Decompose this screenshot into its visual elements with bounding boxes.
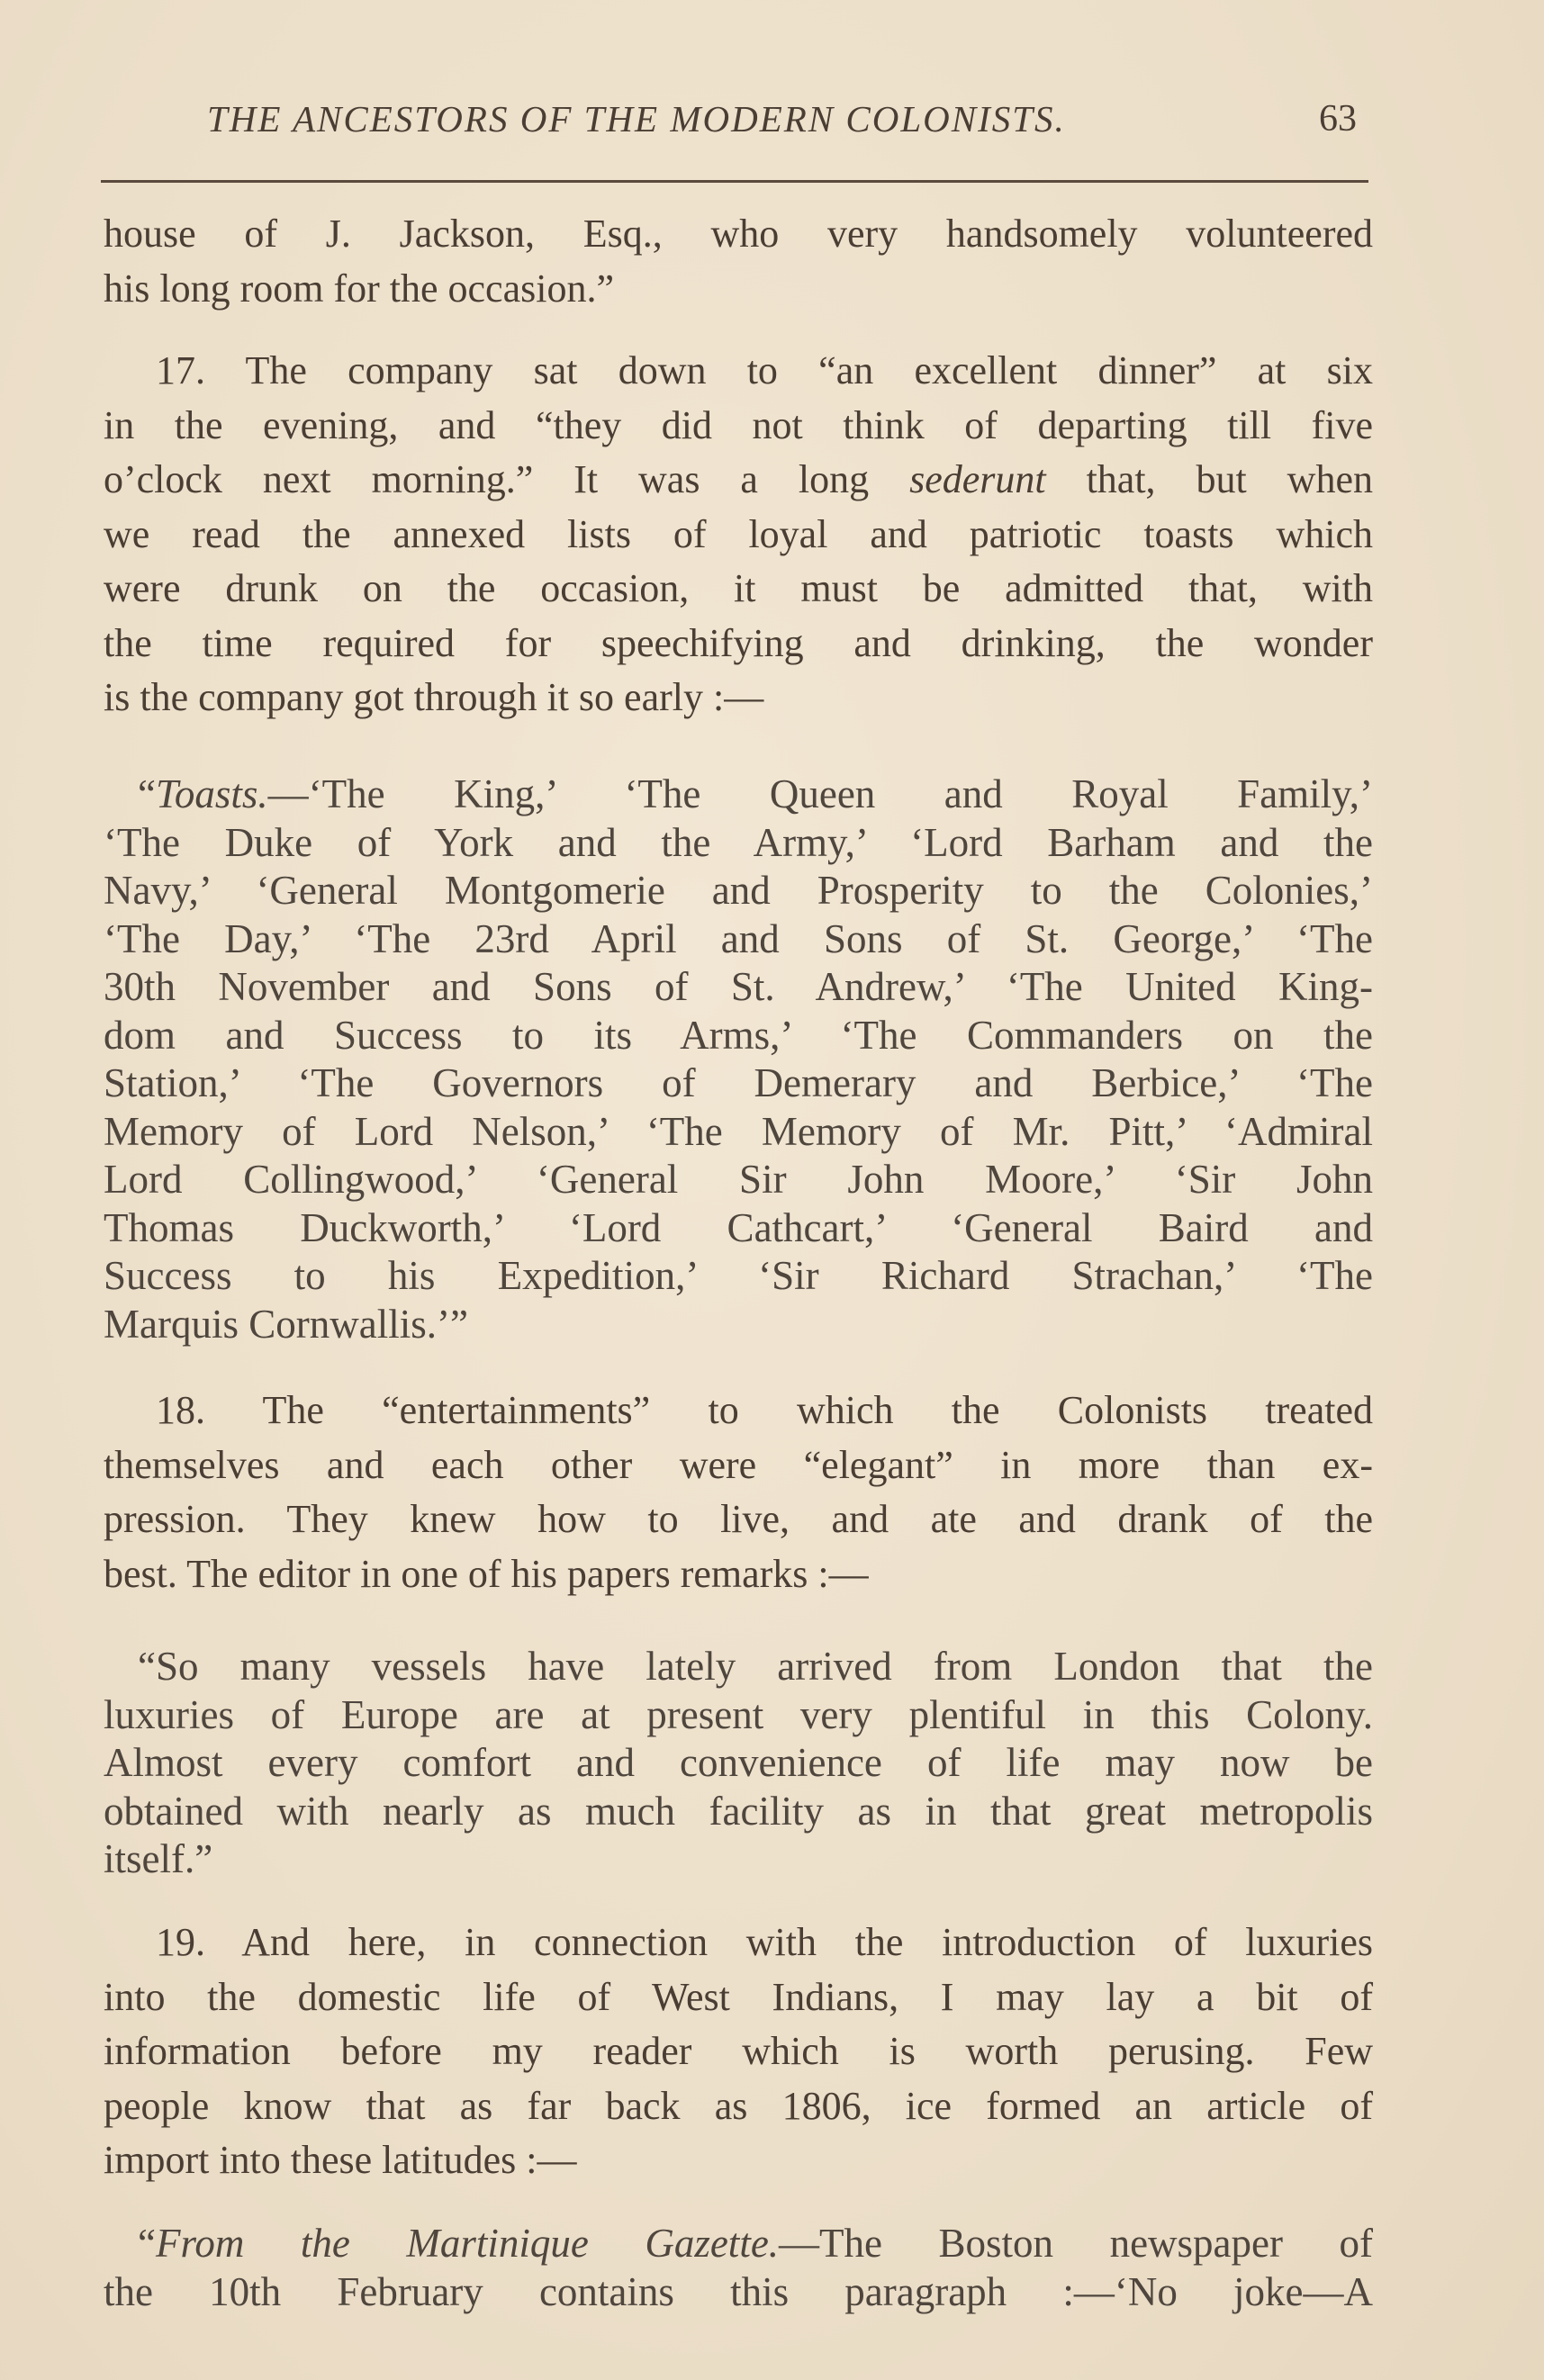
italic-term: From the Martinique Gazette.: [155, 2221, 780, 2266]
text-line: ‘The Day,’ ‘The 23rd April and Sons of St. George,’ ‘The: [104, 915, 1373, 961]
text-line: 18. The “entertainments” to which the Colonists treated: [156, 1388, 1373, 1432]
text-line: 17. The company sat down to “an excellent dinner” at six: [156, 348, 1373, 392]
text-line: house of J. Jackson, Esq., who very handsomely volunteered: [104, 212, 1373, 256]
text-line: the 10th February contains this paragraph :—‘No joke—A: [104, 2268, 1373, 2314]
page-number: 63: [1319, 98, 1357, 140]
text-line: itself.”: [104, 1836, 213, 1881]
text-line: dom and Success to its Arms,’ ‘The Commanders on the: [104, 1012, 1373, 1058]
text-line: Thomas Duckworth,’ ‘Lord Cathcart,’ ‘General Baird and: [104, 1204, 1373, 1250]
header-rule: [101, 180, 1368, 183]
text-line: Navy,’ ‘General Montgomerie and Prosperity to the Colonies,’: [104, 868, 1373, 913]
text-line: Memory of Lord Nelson,’ ‘The Memory of Mr. Pitt,’ ‘Admiral: [104, 1108, 1373, 1154]
text-run: —The Boston newspaper of: [779, 2221, 1373, 2266]
quote-luxuries: [104, 1643, 1373, 1884]
text-line: best. The editor in one of his papers remarks :—: [104, 1551, 869, 1596]
paragraph-17: [104, 344, 1373, 726]
text-line: in the evening, and “they did not think of departing till five: [104, 402, 1373, 447]
text-line: the time required for speechifying and drinking, the wonder: [104, 620, 1373, 665]
text-line: is the company got through it so early :—: [104, 675, 764, 719]
text-line: were drunk on the occasion, it must be admitted that, with: [104, 566, 1373, 610]
text-run: that, but when: [1045, 457, 1373, 501]
text-line: [104, 2220, 1373, 2268]
text-line: Station,’ ‘The Governors of Demerary and Berbice,’ ‘The: [104, 1060, 1373, 1105]
text-line: 19. And here, in connection with the introduction of luxuries: [156, 1920, 1373, 1964]
text-line: ‘The Duke of York and the Army,’ ‘Lord Barham and the: [104, 819, 1373, 865]
text-line: information before my reader which is worth perusing. Few: [104, 2029, 1373, 2073]
text-line: people know that as far back as 1806, ice formed an article of: [104, 2083, 1373, 2128]
running-head: [104, 97, 1364, 160]
text-run: —‘The King,’ ‘The Queen and Royal Family,’: [267, 771, 1373, 816]
text-line: themselves and each other were “elegant” in more than ex-: [104, 1442, 1373, 1487]
text-line: Marquis Cornwallis.’”: [104, 1301, 468, 1347]
text-line: luxuries of Europe are at present very plentiful in this Colony.: [104, 1691, 1373, 1737]
italic-term: sederunt: [909, 457, 1046, 501]
quote-martinique: [104, 2220, 1373, 2316]
paragraph-continuation: [104, 207, 1373, 316]
text-line: pression. They knew how to live, and ate and drank of the: [104, 1497, 1373, 1541]
text-line: [104, 453, 1373, 508]
text-line: Almost every comfort and convenience of life may now be: [104, 1740, 1373, 1785]
paragraph-19: [104, 1916, 1373, 2188]
running-title: THE ANCESTORS OF THE MODERN COLONISTS.: [207, 98, 1066, 140]
text-line: into the domestic life of West Indians, I may lay a bit of: [104, 1974, 1373, 2019]
text-line: Success to his Expedition,’ ‘Sir Richard Strachan,’ ‘The: [104, 1253, 1373, 1298]
text-run: “: [138, 771, 156, 816]
text-line: import into these latitudes :—: [104, 2138, 577, 2182]
text-line: Lord Collingwood,’ ‘General Sir John Moore,’ ‘Sir John: [104, 1157, 1373, 1202]
italic-term: Toasts.: [155, 771, 268, 816]
text-line: 30th November and Sons of St. Andrew,’ ‘The United King-: [104, 964, 1373, 1009]
text-line: obtained with nearly as much facility as in that great metropolis: [104, 1788, 1373, 1834]
text-run: “: [138, 2221, 156, 2266]
text-line: we read the annexed lists of loyal and patriotic toasts which: [104, 511, 1373, 556]
text-line: his long room for the occasion.”: [104, 266, 614, 311]
text-line: “So many vessels have lately arrived from London that the: [138, 1644, 1373, 1689]
text-line: [104, 771, 1373, 819]
paragraph-18: [104, 1384, 1373, 1601]
text-run: o’clock next morning.” It was a long: [104, 457, 910, 501]
quote-toasts: [104, 771, 1373, 1348]
